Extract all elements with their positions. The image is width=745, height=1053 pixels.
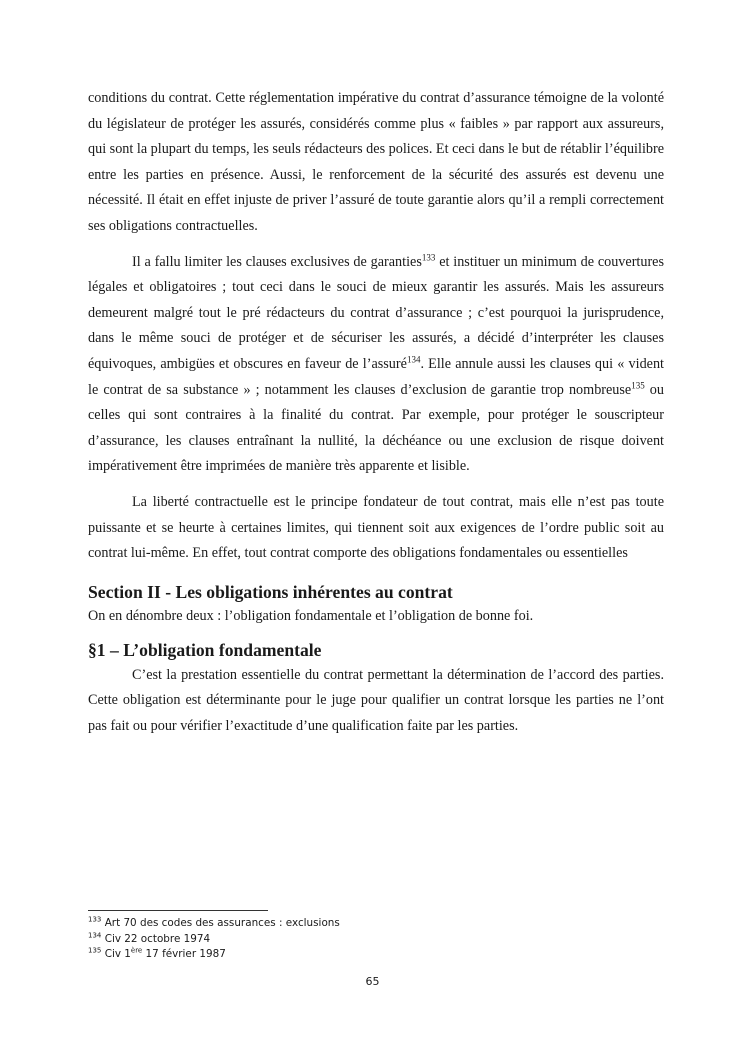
paragraph-1: conditions du contrat. Cette réglementation impérative du contrat d’assurance témoigne de la volonté du législateur de protéger les assurés, considérés comme plus « faibles » par rapport aux assureurs, qui sont la plupart du temps, les seuls rédacteurs des polices. Et ceci dans le but de rétablir l’équilibre entre les parties en présence. Aussi, le renforcement de la sécurité des assurés est devenu une nécessité. Il était en effet injuste de priver l’assuré de toute garantie alors qu’il a rempli correctement ses obligations contractuelles. [88,90,664,234]
footnote-text: Art 70 des codes des assurances : exclusions [104,917,340,929]
footnote-ref-134[interactable]: 134 [406,354,421,365]
footnote-135 [88,947,340,963]
section-heading: Section II - Les obligations inhérentes au contrat [88,581,453,602]
footnote-ordinal: ère [130,946,143,955]
footnote-ref-135[interactable]: 135 [631,379,645,390]
footnote-133 [88,916,340,932]
paragraph-3: La liberté contractuelle est le principe fondateur de tout contrat, mais elle n’est pas toute puissante et se heurte à certaines limites, qui tiennent soit aux exigences de l’ordre public soit au contrat lui-même. En effet, tout contrat comporte des obligations fondamentales ou essentielles [88,493,664,562]
footnote-ref-133[interactable]: 133 [421,251,436,262]
footnote-number: 134 [88,931,102,940]
footnote-134 [88,932,340,948]
footnote-text-rest: 17 février 1987 [142,948,226,961]
paragraph-2-part-c: . Elle annule aussi les clauses qui « vident le contrat de sa substance » ; notamment les clauses d’exclusion de garantie trop nombreuse [88,355,665,398]
footnote-text: Civ 1 [104,948,131,961]
page-number: 65 [365,975,380,988]
footnote-number: 135 [88,946,102,955]
footnotes [88,916,340,963]
paragraph-2 [88,250,664,480]
section-intro: On en dénombre deux : l’obligation fondamentale et l’obligation de bonne foi. [88,607,534,624]
paragraph-4: C’est la prestation essentielle du contrat permettant la détermination de l’accord des parties. Cette obligation est déterminante pour le juge pour qualifier un contrat lorsque les parties ne l’ont pas fait ou pour vérifier l’exactitude d’une qualification faite par les parties. [88,666,664,734]
subsection-heading: §1 – L’obligation fondamentale [88,639,322,660]
footnote-text: Civ 22 octobre 1974 [104,932,211,945]
footnote-number: 133 [88,915,102,924]
footnote-separator [88,910,268,911]
paragraph-2-part-a: Il a fallu limiter les clauses exclusives de garanties [132,253,422,270]
paragraph-2-part-b: et instituer un minimum de couvertures légales et obligatoires ; tout ceci dans le souci de mieux garantir les assurés. Mais les assureurs demeurent malgré tout le pré rédacteurs du contrat d’assurance ; c’est pourquoi la jurisprudence, dans le même souci de protéger et de sécuriser les assurés, a décidé d’interpréter les clauses équivoques, ambigües et obscures en faveur de l’assuré [88,253,665,372]
document-body [88,86,664,749]
paragraph-2-part-d: ou celles qui sont contraires à la finalité du contrat. Par exemple, pour protéger le souscripteur d’assurance, les clauses entraînant la nullité, la déchéance ou une exclusion de risque doivent impérativement être imprimées de manière très apparente et lisible. [88,381,664,475]
